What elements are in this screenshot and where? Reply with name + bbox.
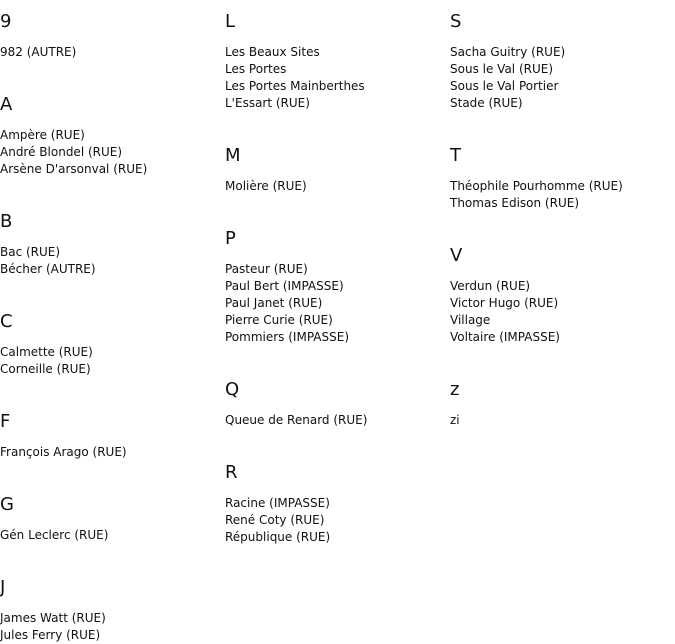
street-list-item[interactable]: Les Portes bbox=[225, 62, 287, 76]
street-list-item[interactable]: République (RUE) bbox=[225, 530, 331, 544]
letter-heading: T bbox=[450, 145, 461, 166]
letter-heading: L bbox=[225, 11, 236, 32]
street-list-item[interactable]: Sous le Val Portier bbox=[450, 79, 559, 93]
street-list bbox=[0, 344, 93, 378]
street-list-item[interactable]: Bac (RUE) bbox=[0, 245, 61, 259]
letter-heading: V bbox=[450, 245, 463, 266]
street-list-item[interactable]: Théophile Pourhomme (RUE) bbox=[450, 179, 623, 193]
letter-heading: G bbox=[0, 494, 14, 515]
street-list-item[interactable]: Racine (IMPASSE) bbox=[225, 496, 330, 510]
letter-group-G bbox=[0, 494, 225, 542]
letter-group-L bbox=[225, 11, 450, 110]
street-list-item[interactable]: L'Essart (RUE) bbox=[225, 96, 310, 110]
street-list-item[interactable]: Calmette (RUE) bbox=[0, 345, 93, 359]
street-list-item[interactable]: André Blondel (RUE) bbox=[0, 145, 123, 159]
letter-heading: 9 bbox=[0, 11, 12, 32]
letter-group-z bbox=[450, 379, 675, 427]
letter-group-S bbox=[450, 11, 675, 110]
street-list bbox=[225, 495, 330, 546]
street-list bbox=[450, 178, 623, 212]
street-list-item[interactable]: Ampère (RUE) bbox=[0, 128, 85, 142]
street-list-item[interactable]: Verdun (RUE) bbox=[450, 279, 531, 293]
street-list-item[interactable]: Pasteur (RUE) bbox=[225, 262, 308, 276]
street-list-item[interactable]: Queue de Renard (RUE) bbox=[225, 413, 368, 427]
street-list-item[interactable]: Sous le Val (RUE) bbox=[450, 62, 554, 76]
street-list bbox=[450, 412, 460, 429]
street-list-item[interactable]: Paul Janet (RUE) bbox=[225, 296, 323, 310]
street-list-item[interactable]: Les Beaux Sites bbox=[225, 45, 320, 59]
letter-group-R bbox=[225, 462, 450, 544]
letter-group-A bbox=[0, 94, 225, 176]
street-list bbox=[0, 610, 106, 644]
letter-heading: P bbox=[225, 228, 236, 249]
street-list bbox=[450, 278, 560, 346]
letter-group-P bbox=[225, 228, 450, 344]
street-list-item[interactable]: René Coty (RUE) bbox=[225, 513, 325, 527]
street-list-item[interactable]: zi bbox=[450, 413, 460, 427]
letter-group-Q bbox=[225, 379, 450, 427]
street-list-item[interactable]: James Watt (RUE) bbox=[0, 611, 106, 625]
letter-group-J bbox=[0, 577, 225, 642]
street-list bbox=[0, 44, 76, 61]
letter-heading: Q bbox=[225, 379, 240, 400]
street-list-item[interactable]: Gén Leclerc (RUE) bbox=[0, 528, 109, 542]
street-list-item[interactable]: Molière (RUE) bbox=[225, 179, 307, 193]
street-list bbox=[225, 44, 365, 112]
street-list-item[interactable]: Pommiers (IMPASSE) bbox=[225, 330, 349, 344]
street-list bbox=[225, 261, 349, 346]
letter-heading: S bbox=[450, 11, 462, 32]
letter-group-M bbox=[225, 145, 450, 193]
street-list-item[interactable]: Les Portes Mainberthes bbox=[225, 79, 365, 93]
street-list-item[interactable]: Paul Bert (IMPASSE) bbox=[225, 279, 344, 293]
letter-group-C bbox=[0, 311, 225, 376]
street-list-item[interactable]: Village bbox=[450, 313, 491, 327]
street-list-item[interactable]: Thomas Edison (RUE) bbox=[450, 196, 579, 210]
letter-group-F bbox=[0, 411, 225, 459]
letter-heading: C bbox=[0, 311, 13, 332]
street-list bbox=[225, 178, 307, 195]
street-list bbox=[0, 244, 96, 278]
letter-heading: R bbox=[225, 462, 238, 483]
street-list-item[interactable]: Sacha Guitry (RUE) bbox=[450, 45, 566, 59]
street-list-item[interactable]: Stade (RUE) bbox=[450, 96, 523, 110]
letter-group-B bbox=[0, 211, 225, 276]
letter-heading: z bbox=[450, 379, 460, 400]
street-list-item[interactable]: Pierre Curie (RUE) bbox=[225, 313, 333, 327]
letter-heading: B bbox=[0, 211, 13, 232]
street-list bbox=[450, 44, 565, 112]
letter-heading: A bbox=[0, 94, 13, 115]
street-list bbox=[225, 412, 367, 429]
street-list-item[interactable]: Bécher (AUTRE) bbox=[0, 262, 96, 276]
letter-group-9 bbox=[0, 11, 225, 59]
letter-heading: J bbox=[0, 577, 6, 598]
letter-heading: M bbox=[225, 145, 241, 166]
letter-group-V bbox=[450, 245, 675, 344]
street-list-item[interactable]: François Arago (RUE) bbox=[0, 445, 127, 459]
street-list bbox=[0, 527, 108, 544]
letter-heading: F bbox=[0, 411, 11, 432]
street-list-item[interactable]: Arsène D'arsonval (RUE) bbox=[0, 162, 148, 176]
street-list bbox=[0, 444, 127, 461]
street-list-item[interactable]: Victor Hugo (RUE) bbox=[450, 296, 559, 310]
street-list-item[interactable]: Corneille (RUE) bbox=[0, 362, 91, 376]
street-list-item[interactable]: Voltaire (IMPASSE) bbox=[450, 330, 560, 344]
letter-group-T bbox=[450, 145, 675, 210]
street-list-item[interactable]: 982 (AUTRE) bbox=[0, 45, 77, 59]
street-list-item[interactable]: Jules Ferry (RUE) bbox=[0, 628, 101, 642]
street-list bbox=[0, 127, 147, 178]
